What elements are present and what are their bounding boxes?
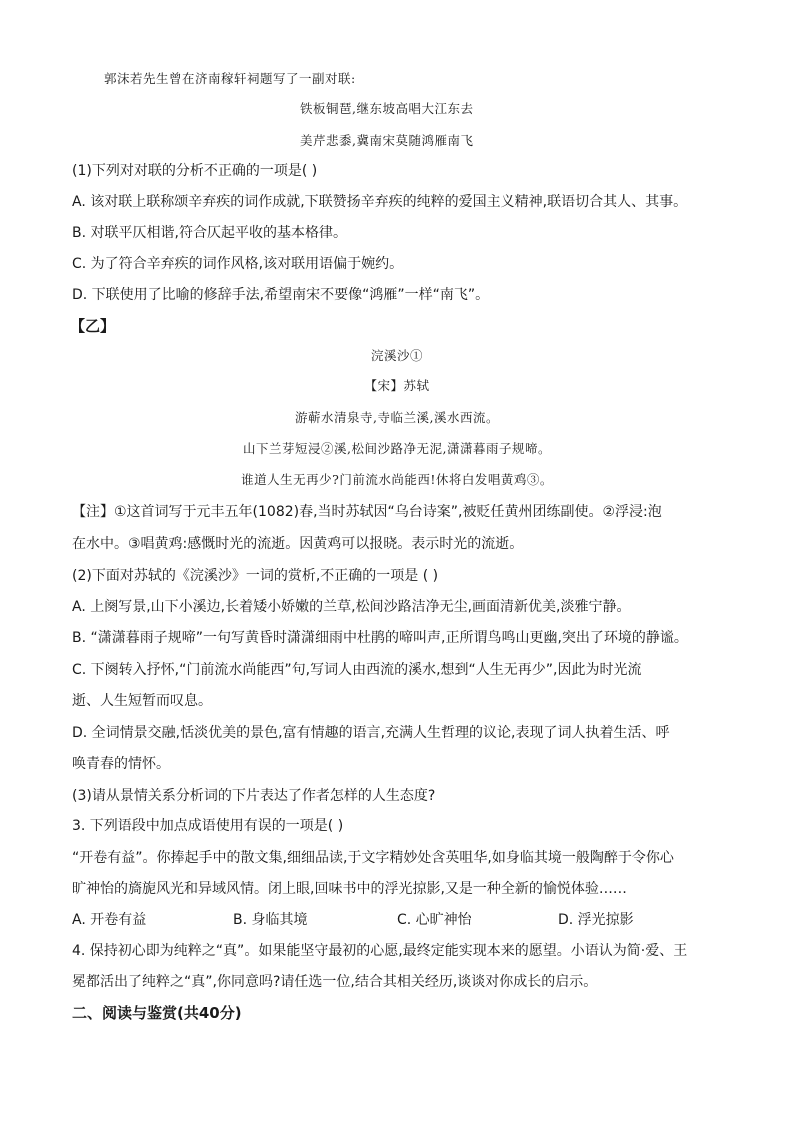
- couplet-line-1: 铁板铜琶,继东坡高唱大江东去: [300, 101, 474, 116]
- item-3-paragraph-2: 旷神怡的旖旎风光和异域风情。闭上眼,回味书中的浮光掠影,又是一种全新的愉悦体验……: [72, 881, 627, 897]
- section-yi-heading: 【乙】: [70, 317, 116, 335]
- question-3-stem: (3)请从景情关系分析词的下片表达了作者怎样的人生态度?: [72, 788, 436, 804]
- poem-title: 浣溪沙①: [370, 348, 423, 363]
- section-two-heading: 二、阅读与鉴赏(共40分): [72, 1004, 242, 1022]
- item-3-option-c: C. 心旷神怡: [397, 912, 472, 928]
- note-line-2: 在水中。③唱黄鸡:感慨时光的流逝。因黄鸡可以报晓。表示时光的流逝。: [72, 536, 524, 552]
- note-line-1: 【注】①这首词写于元丰五年(1082)春,当时苏轼因“乌台诗案”,被贬任黄州团练副使。②浮浸:泡: [72, 504, 662, 520]
- question-2-option-b: B. “潇潇暮雨子规啼”一句写黄昏时潇潇细雨中杜鹃的啼叫声,正所谓鸟鸣山更幽,突出了环境的静谧。: [72, 630, 688, 646]
- question-1-option-a: A. 该对联上联称颂辛弃疾的词作成就,下联赞扬辛弃疾的纯粹的爱国主义精神,联语切合其人、其事。: [72, 194, 688, 210]
- question-2-option-c: C. 下阕转入抒怀,“门前流水尚能西”句,写词人由西流的溪水,想到“人生无再少”,因此为时光流: [72, 662, 642, 678]
- item-4-line-2: 冕都活出了纯粹之“真”,你同意吗?请任选一位,结合其相关经历,谈谈对你成长的启示。: [72, 974, 598, 990]
- item-3-option-b: B. 身临其境: [233, 912, 308, 928]
- item-3-option-d: D. 浮光掠影: [558, 912, 634, 928]
- question-2-option-a: A. 上阕写景,山下小溪边,长着矮小娇嫩的兰草,松间沙路洁净无尘,画面清新优美,淡雅宁静。: [72, 599, 631, 615]
- question-2-option-c-cont: 逝、人生短暂而叹息。: [72, 693, 212, 709]
- item-4-line-1: 4. 保持初心即为纯粹之“真”。如果能坚守最初的心愿,最终定能实现本来的愿望。小语认为简·爱、王: [72, 943, 688, 959]
- poem-line-1: 游蕲水清泉寺,寺临兰溪,溪水西流。: [295, 410, 499, 425]
- intro-text: 郭沫若先生曾在济南稼轩祠题写了一副对联:: [104, 71, 356, 86]
- poem-author: 【宋】苏轼: [364, 378, 430, 393]
- question-1-option-b: B. 对联平仄相谐,符合仄起平收的基本格律。: [72, 225, 347, 241]
- question-1-option-d: D. 下联使用了比喻的修辞手法,希望南宋不要像“鸿雁”一样“南飞”。: [72, 287, 490, 303]
- question-2-option-d-cont: 唤青春的情怀。: [72, 756, 170, 772]
- question-1-stem: (1)下列对对联的分析不正确的一项是( ): [72, 163, 318, 179]
- poem-line-2: 山下兰芽短浸②溪,松间沙路净无泥,潇潇暮雨子规啼。: [243, 441, 551, 456]
- item-3-paragraph-1: “开卷有益”。你捧起手中的散文集,细细品读,于文字精妙处含英咀华,如身临其境一般陶醉于令你心: [72, 850, 674, 866]
- question-1-option-c: C. 为了符合辛弃疾的词作风格,该对联用语偏于婉约。: [72, 256, 404, 272]
- couplet-line-2: 美芹悲黍,冀南宋莫随鸿雁南飞: [300, 133, 474, 148]
- item-3-option-a: A. 开卷有益: [72, 912, 147, 928]
- question-2-option-d: D. 全词情景交融,恬淡优美的景色,富有情趣的语言,充满人生哲理的议论,表现了词人执着生活、呼: [72, 725, 670, 741]
- question-2-stem: (2)下面对苏轼的《浣溪沙》一词的赏析,不正确的一项是 ( ): [72, 568, 439, 584]
- poem-line-3: 谁道人生无再少?门前流水尚能西!休将白发唱黄鸡③。: [241, 472, 553, 487]
- item-3-stem: 3. 下列语段中加点成语使用有误的一项是( ): [72, 818, 344, 834]
